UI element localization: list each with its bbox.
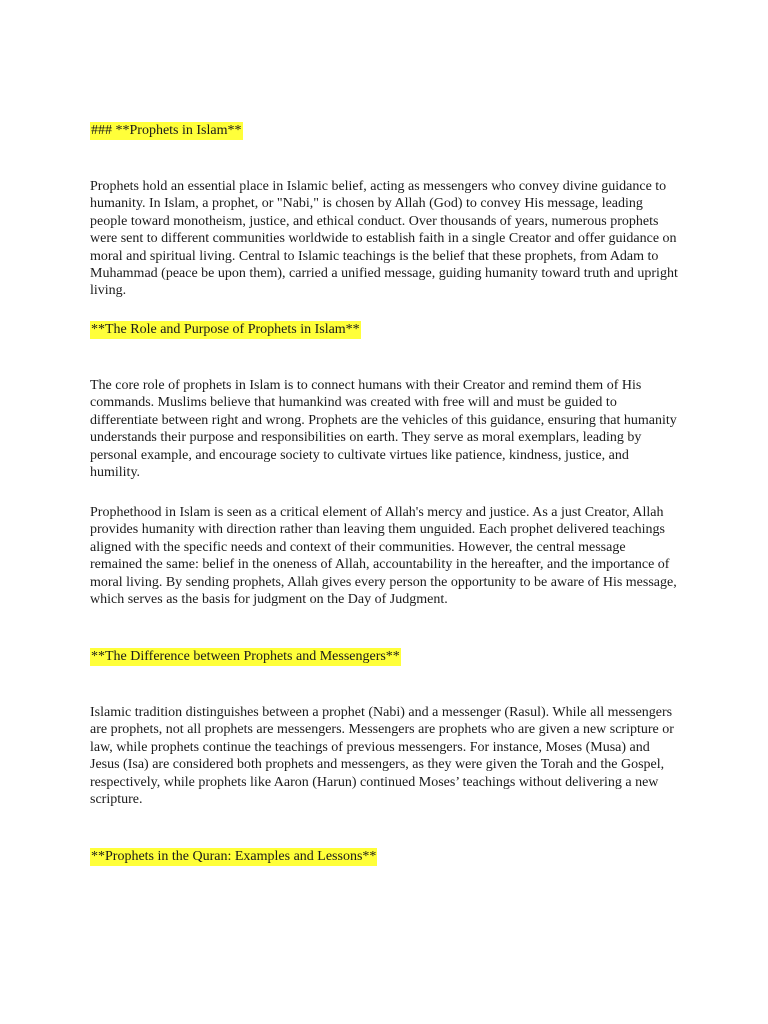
heading-highlight: **The Role and Purpose of Prophets in Islam** xyxy=(91,322,360,337)
heading-highlight: **The Difference between Prophets and Messengers** xyxy=(91,649,400,664)
section-heading-role-and-purpose xyxy=(90,321,361,338)
section-heading-prophets-in-quran xyxy=(90,848,377,865)
paragraph-intro: Prophets hold an essential place in Islamic belief, acting as messengers who convey divine guidance to humanity. In Islam, a prophet, or "Nabi," is chosen by Allah (God) to convey His message, leading people toward monotheism, justice, and ethical conduct. Over thousands of years, numerous prophets were sent to different communities worldwide to establish faith in a single Creator and offer guidance on moral and spiritual living. Central to Islamic teachings is the belief that these prophets, from Adam to Muhammad (peace be upon them), carried a unified message, guiding humanity toward truth and upright living. xyxy=(90,179,678,299)
section-heading-prophets-in-islam xyxy=(90,122,243,139)
paragraph-prophethood-mercy: Prophethood in Islam is seen as a critical element of Allah's mercy and justice. As a just Creator, Allah provides humanity with direction rather than leaving them unguided. Each prophet delivered teachings aligned with the specific needs and context of their communities. However, the central message remained the same: belief in the oneness of Allah, accountability in the hereafter, and the importance of moral living. By sending prophets, Allah gives every person the opportunity to be aware of His message, which serves as the basis for judgment on the Day of Judgment. xyxy=(90,505,677,608)
heading-highlight: ### **Prophets in Islam** xyxy=(91,123,242,138)
heading-highlight: **Prophets in the Quran: Examples and Lessons** xyxy=(91,849,377,864)
section-heading-prophets-vs-messengers xyxy=(90,648,401,665)
paragraph-nabi-rasul: Islamic tradition distinguishes between a prophet (Nabi) and a messenger (Rasul). While all messengers are prophets, not all prophets are messengers. Messengers are prophets who are given a new scripture or law, while prophets continue the teachings of previous messengers. For instance, Moses (Musa) and Jesus (Isa) are considered both prophets and messengers, as they were given the Torah and the Gospel, respectively, while prophets like Aaron (Harun) continued Moses’ teachings without delivering a new scripture. xyxy=(90,705,674,808)
paragraph-core-role: The core role of prophets in Islam is to connect humans with their Creator and remind them of His commands. Muslims believe that humankind was created with free will and must be guided to differentiate between right and wrong. Prophets are the vehicles of this guidance, ensuring that humanity understands their purpose and responsibilities on earth. They serve as moral exemplars, leading by personal example, and encourage society to cultivate virtues like patience, kindness, justice, and humility. xyxy=(90,378,677,481)
